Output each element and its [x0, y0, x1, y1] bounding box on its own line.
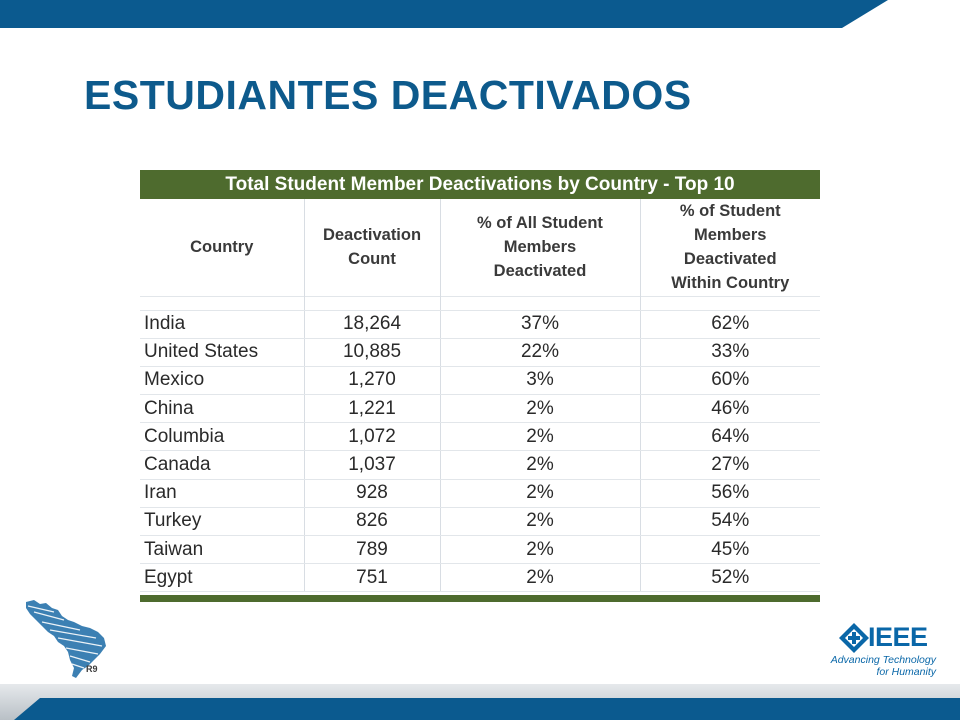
table-row [140, 507, 820, 535]
cell-country: United States [140, 338, 304, 366]
cell-pct-all-students: 3% [440, 366, 640, 394]
table-row [140, 310, 820, 338]
cell-pct-within-country: 56% [640, 479, 820, 507]
header-spacer-row [140, 296, 820, 310]
cell-country: Mexico [140, 366, 304, 394]
table-row [140, 366, 820, 394]
cell-pct-all-students: 37% [440, 310, 640, 338]
cell-country: Iran [140, 479, 304, 507]
cell-pct-all-students: 2% [440, 507, 640, 535]
table-row [140, 451, 820, 479]
cell-deactivation-count: 1,270 [304, 366, 440, 394]
cell-pct-within-country: 45% [640, 536, 820, 564]
ieee-diamond-icon [838, 622, 870, 654]
cell-deactivation-count: 826 [304, 507, 440, 535]
table-row [140, 564, 820, 592]
table-row [140, 479, 820, 507]
cell-pct-all-students: 2% [440, 451, 640, 479]
region-label: R9 [86, 664, 98, 674]
cell-country: Egypt [140, 564, 304, 592]
cell-pct-all-students: 22% [440, 338, 640, 366]
ieee-wordmark: IEEE [868, 622, 928, 652]
ieee-logo [830, 620, 938, 680]
ieee-tagline-line2: for Humanity [876, 666, 936, 678]
header-country: Country [140, 199, 304, 296]
cell-pct-within-country: 60% [640, 366, 820, 394]
table-row [140, 395, 820, 423]
cell-country: Turkey [140, 507, 304, 535]
cell-pct-within-country: 62% [640, 310, 820, 338]
ieee-tagline-line1: Advancing Technology [830, 654, 936, 666]
latin-america-map-icon [24, 598, 114, 680]
cell-deactivation-count: 1,221 [304, 395, 440, 423]
header-deactivation-count: Deactivation Count [304, 199, 440, 296]
bottom-banner [0, 684, 960, 720]
table-row [140, 338, 820, 366]
cell-pct-within-country: 46% [640, 395, 820, 423]
cell-deactivation-count: 1,072 [304, 423, 440, 451]
cell-country: Columbia [140, 423, 304, 451]
cell-country: Taiwan [140, 536, 304, 564]
cell-deactivation-count: 928 [304, 479, 440, 507]
cell-pct-all-students: 2% [440, 564, 640, 592]
cell-deactivation-count: 18,264 [304, 310, 440, 338]
table-row [140, 536, 820, 564]
header-pct-within-country: % of Student Members Deactivated Within Country [671, 202, 790, 293]
deactivations-table [140, 170, 820, 602]
cell-deactivation-count: 1,037 [304, 451, 440, 479]
cell-pct-all-students: 2% [440, 479, 640, 507]
cell-pct-all-students: 2% [440, 536, 640, 564]
cell-pct-within-country: 64% [640, 423, 820, 451]
cell-deactivation-count: 751 [304, 564, 440, 592]
top-banner [0, 0, 960, 28]
cell-pct-all-students: 2% [440, 423, 640, 451]
cell-deactivation-count: 789 [304, 536, 440, 564]
cell-pct-within-country: 52% [640, 564, 820, 592]
table-caption: Total Student Member Deactivations by Country - Top 10 [140, 170, 820, 199]
slide-title: ESTUDIANTES DEACTIVADOS [84, 72, 692, 118]
cell-pct-within-country: 27% [640, 451, 820, 479]
table-row [140, 423, 820, 451]
header-pct-all-students: % of All Student Members Deactivated [440, 199, 640, 296]
cell-deactivation-count: 10,885 [304, 338, 440, 366]
cell-country: China [140, 395, 304, 423]
cell-pct-within-country: 54% [640, 507, 820, 535]
cell-pct-all-students: 2% [440, 395, 640, 423]
table-header-row [140, 199, 820, 296]
cell-pct-within-country: 33% [640, 338, 820, 366]
cell-country: Canada [140, 451, 304, 479]
cell-country: India [140, 310, 304, 338]
